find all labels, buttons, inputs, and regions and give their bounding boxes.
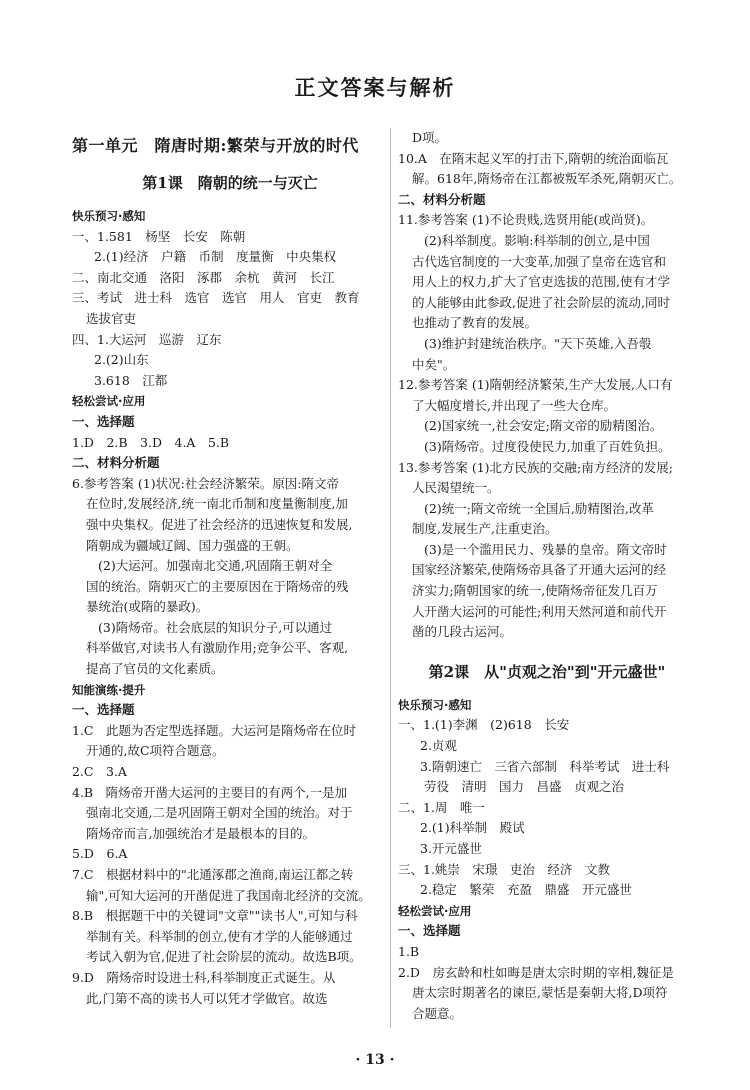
- answer-line: (3)隋炀帝。过度役使民力,加重了百姓负担。: [424, 438, 671, 454]
- answer-line: 的人能够由此参政,促进了社会阶层的流动,同时: [412, 294, 670, 310]
- answer-line: 三、考试 进士科 选官 选官 用人 官吏 教育: [72, 290, 360, 306]
- answer-line: 提高了官员的文化素质。: [86, 661, 224, 677]
- answer-line: 2.(2)山东: [94, 352, 149, 368]
- answer-line: 用人上的权力,扩大了官吏选拔的范围,使有才学: [412, 274, 670, 290]
- answer-line: 3.开元盛世: [420, 841, 482, 856]
- answer-line: 举制有关。科举制的创立,使有才学的人能够通过: [86, 928, 353, 944]
- answer-line: 1.C 此题为否定型选择题。大运河是隋炀帝在位时: [72, 722, 356, 738]
- answer-line: (2)国家统一,社会安定;隋文帝的励精图治。: [424, 418, 663, 434]
- answer-line: 强南北交通,二是巩固隋王朝对全国的统治。对于: [86, 805, 353, 821]
- answer-line: 凿的几段古运河。: [412, 624, 513, 640]
- answer-line: 二、南北交通 洛阳 涿郡 余杭 黄河 长江: [72, 269, 335, 285]
- answer-line: 中矣"。: [412, 356, 456, 372]
- answer-line: 5.D 6.A: [72, 846, 128, 862]
- answer-line: 也推动了教育的发展。: [412, 315, 538, 331]
- section-heading: 轻松尝试·应用: [72, 394, 146, 409]
- section-heading: 知能演练·提升: [72, 682, 146, 697]
- answer-line: 制度,发展生产,注重吏治。: [412, 521, 558, 537]
- answer-line: 四、1.大运河 巡游 辽东: [72, 331, 222, 347]
- answer-line: 科举做官,对读书人有激励作用;竞争公平、客观,: [86, 640, 349, 656]
- answer-line: 强中央集权。促进了社会经济的迅速恢复和发展,: [86, 516, 353, 532]
- answer-line: 7.C 根据材料中的"北通涿郡之渔商,南运江都之转: [72, 867, 354, 882]
- answer-line: 二、1.周 唯一: [398, 799, 485, 815]
- question-type-heading: 一、选择题: [72, 413, 135, 429]
- answer-line: 2.C 3.A: [72, 764, 127, 780]
- answer-line: 输",可知大运河的开凿促进了我国南北经济的交流。: [86, 887, 371, 903]
- answer-line: (2)统一;隋文帝统一全国后,励精图治,改革: [424, 500, 654, 516]
- answer-line: 一、1.581 杨坚 长安 陈朝: [72, 228, 246, 244]
- answer-line: (3)是一个滥用民力、残暴的皇帝。隋文帝时: [424, 541, 667, 557]
- answer-line: 11.参考答案 (1)不论贵贱,选贤用能(或尚贤)。: [398, 212, 654, 228]
- answer-line: (2)科举制度。影响:科举制的创立,是中国: [424, 232, 650, 248]
- answer-line: D项。: [412, 130, 448, 145]
- answer-line: 1.B: [398, 943, 420, 959]
- answer-line: 选拔官吏: [86, 310, 137, 326]
- answer-line: 合题意。: [412, 1005, 463, 1021]
- answer-line: (3)隋炀帝。社会底层的知识分子,可以通过: [98, 619, 333, 635]
- answer-line: 国的统治。隋朝灭亡的主要原因在于隋炀帝的残: [86, 578, 349, 594]
- answer-line: 6.参考答案 (1)状况:社会经济繁荣。原因:隋文帝: [72, 475, 340, 491]
- answer-line: 唐太宗时期著名的谏臣,蒙恬是秦朝大将,D项符: [412, 985, 668, 1001]
- answer-line: 解。618年,隋炀帝在江都被叛军杀死,隋朝灭亡。: [412, 171, 682, 187]
- question-type-heading: 一、选择题: [398, 923, 461, 939]
- answer-line: 10.A 在隋末起义军的打击下,隋朝的统治面临瓦: [398, 150, 669, 166]
- answer-line: 隋炀帝而言,加强统治才是最根本的目的。: [86, 825, 315, 841]
- answer-line: 3.618 江都: [94, 372, 168, 388]
- answer-line: 13.参考答案 (1)北方民族的交融;南方经济的发展;: [398, 459, 673, 475]
- answer-line: 2.贞观: [420, 738, 457, 754]
- answer-line: 劳役 清明 国力 昌盛 贞观之治: [424, 779, 625, 795]
- right-column: [398, 128, 696, 1024]
- answer-line: 3.隋朝速亡 三省六部制 科举考试 进士科: [420, 758, 670, 774]
- answer-line: 9.D 隋炀帝时设进士科,科举制度正式诞生。从: [72, 969, 336, 985]
- section-heading: 轻松尝试·应用: [398, 903, 472, 918]
- question-type-heading: 一、选择题: [72, 702, 135, 718]
- answer-line: 国家经济繁荣,使隋炀帝具备了开通大运河的经: [412, 562, 666, 578]
- left-answer-lines: [72, 206, 388, 1009]
- section-heading: 快乐预习·感知: [398, 697, 472, 712]
- answer-line: 在位时,发展经济,统一南北币制和度量衡制度,加: [86, 496, 348, 512]
- answer-line: 了大幅度增长,并出现了一些大仓库。: [412, 397, 616, 413]
- answer-line: 1.D 2.B 3.D 4.A 5.B: [72, 434, 230, 450]
- answer-line: 4.B 隋炀帝开凿大运河的主要目的有两个,一是加: [72, 784, 348, 800]
- right-answer-lines-top: [398, 128, 696, 643]
- answer-line: 开通的,故C项符合题意。: [86, 743, 225, 759]
- lesson-2-heading: 第2课 从"贞观之治"到"开元盛世": [428, 662, 666, 681]
- answer-line: 人开凿大运河的可能性;利用天然河道和前代开: [412, 603, 667, 619]
- answer-line: 2.D 房玄龄和杜如晦是唐太宗时期的宰相,魏征是: [398, 964, 674, 980]
- answer-line: 2.(1)科举制 殿试: [420, 820, 525, 836]
- answer-line: 一、1.(1)李渊 (2)618 长安: [398, 717, 570, 733]
- answer-line: 2.(1)经济 户籍 币制 度量衡 中央集权: [94, 249, 337, 265]
- answer-line: 三、1.姚崇 宋璟 吏治 经济 文教: [398, 861, 610, 877]
- answer-line: (3)维护封建统治秩序。"天下英雄,入吾彀: [424, 335, 652, 351]
- answer-line: 8.B 根据题干中的关键词"文章""读书人",可知与科: [72, 908, 358, 924]
- lesson-1-heading: 第1课 隋朝的统一与灭亡: [142, 174, 318, 192]
- answer-line: 暴统治(或隋的暴政)。: [86, 599, 209, 615]
- page-number: · 13 ·: [355, 1052, 395, 1068]
- answer-line: 隋朝成为疆域辽阔、国力强盛的王朝。: [86, 537, 299, 553]
- left-column: [72, 128, 388, 1009]
- question-type-heading: 二、材料分析题: [72, 455, 160, 471]
- answer-line: 考试入朝为官,促进了社会阶层的流动。故选B项。: [86, 949, 362, 965]
- answer-line: 此,门第不高的读书人可以凭才学做官。故选: [86, 990, 328, 1006]
- question-type-heading: 二、材料分析题: [398, 191, 486, 207]
- answer-line: 古代选官制度的一大变革,加强了皇帝在选官和: [412, 253, 666, 269]
- page-title: 正文答案与解析: [294, 75, 456, 100]
- column-divider: [390, 128, 391, 1028]
- answer-line: 人民渴望统一。: [412, 480, 500, 496]
- right-answer-lines-bottom: [398, 695, 696, 1025]
- section-heading: 快乐预习·感知: [72, 209, 146, 223]
- answer-line: 济实力;隋朝国家的统一,使隋炀帝征发几百万: [412, 583, 658, 599]
- answer-line: (2)大运河。加强南北交通,巩固隋王朝对全: [98, 558, 333, 574]
- unit-heading: 第一单元 隋唐时期:繁荣与开放的时代: [72, 136, 359, 155]
- answer-line: 12.参考答案 (1)隋朝经济繁荣,生产大发展,人口有: [398, 377, 673, 393]
- answer-line: 2.稳定 繁荣 充盈 鼎盛 开元盛世: [420, 882, 632, 898]
